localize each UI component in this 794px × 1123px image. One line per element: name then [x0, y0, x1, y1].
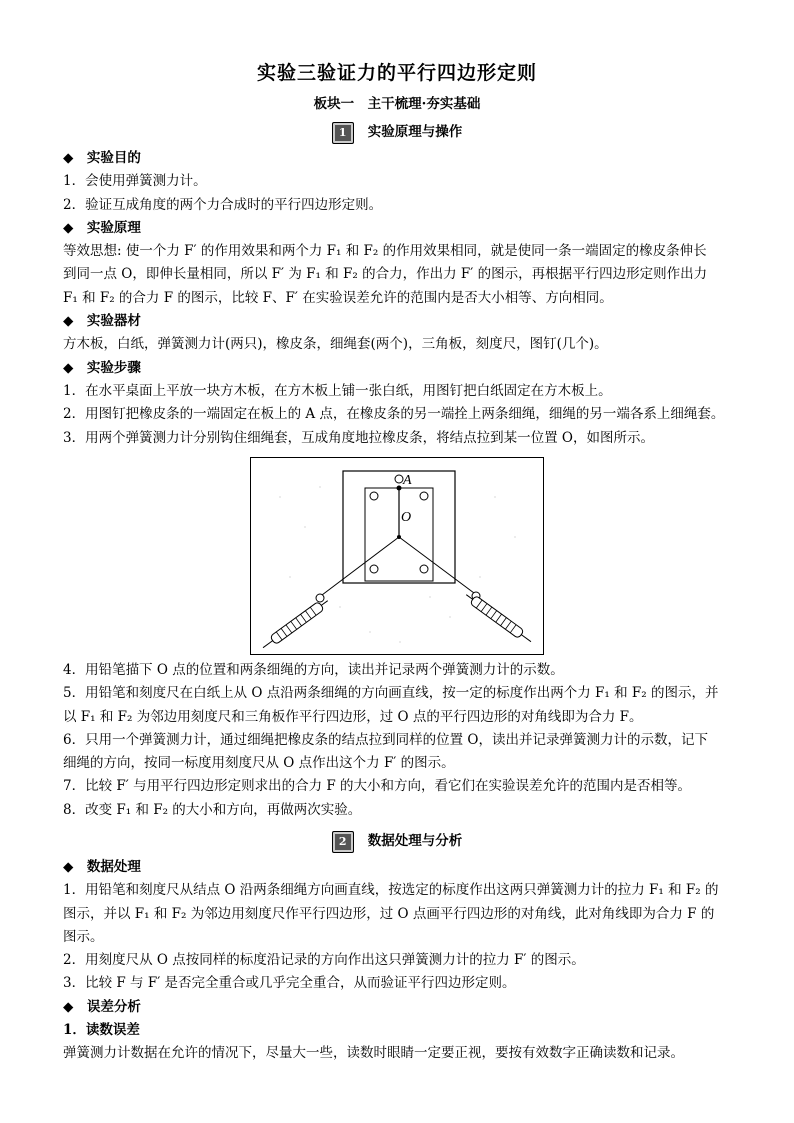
text-line: F₁ 和 F₂ 的合力 F 的图示，比较 F、F′ 在实验误差允许的范围内是否大小相等、方向相同。 — [63, 289, 613, 306]
text-line: 以 F₁ 和 F₂ 为邻边用刻度尺和三角板作平行四边形，过 O 点的平行四边形的对角线即为合力 F。 — [63, 708, 643, 725]
text-line: 等效思想: 使一个力 F′ 的作用效果和两个力 F₁ 和 F₂ 的作用效果相同，就是使同一条一端固定的橡皮条伸长 — [63, 243, 707, 260]
text-line: 弹簧测力计数据在允许的情况下，尽量大一些，读数时眼睛一定要正视，要按有效数字正确读数和记录。 — [63, 1045, 684, 1062]
pin-icon — [420, 492, 428, 500]
text-line: 1．用铅笔和刻度尺从结点 O 沿两条细绳方向画直线，按选定的标度作出这两只弹簧测力计的拉力 F₁ 和 F₂ 的 — [63, 882, 719, 899]
text-line: 3．用两个弹簧测力计分别钩住细绳套，互成角度地拉橡皮条，将结点拉到某一位置 O，如图所示。 — [63, 429, 654, 446]
section-number-badge: 1 — [332, 122, 354, 144]
text-line: 2．验证互成角度的两个力合成时的平行四边形定则。 — [63, 196, 383, 213]
text-line: 方木板，白纸，弹簧测力计(两只)，橡皮条，细绳套(两个)，三角板，刻度尺，图钉(几个)。 — [63, 336, 608, 353]
section-heading-2 — [0, 829, 794, 853]
text-line: 图示。 — [63, 928, 104, 945]
page-subtitle: 板块一 主干梳理·夯实基础 — [313, 96, 481, 112]
pin-icon — [420, 565, 428, 573]
text-line: 8．改变 F₁ 和 F₂ 的大小和方向，再做两次实验。 — [63, 801, 362, 818]
section-number-badge: 2 — [332, 831, 354, 853]
section-subheading: ◆ 实验原理 — [63, 219, 141, 236]
section-heading-1 — [0, 120, 794, 144]
text-line: 1．会使用弹簧测力计。 — [63, 173, 207, 190]
section-heading-label: 数据处理与分析 — [367, 833, 463, 849]
text-line: 2．用刻度尺从 O 点按同样的标度沿记录的方向作出这只弹簧测力计的拉力 F′ 的图示。 — [63, 952, 585, 969]
text-block-steps — [63, 659, 735, 822]
text-line: 1．在水平桌面上平放一块方木板，在方木板上铺一张白纸，用图钉把白纸固定在方木板上。 — [63, 382, 612, 399]
text-line: 5．用铅笔和刻度尺在白纸上从 O 点沿两条细绳的方向画直线，按一定的标度作出两个力 F₁ 和 F₂ 的图示，并 — [63, 685, 719, 702]
section-subheading: ◆ 数据处理 — [63, 859, 141, 875]
label-o: O — [401, 510, 412, 525]
section-subheading: ◆ 实验器材 — [63, 313, 141, 330]
section-subheading: 1．读数误差 — [63, 1022, 140, 1039]
page-title: 实验三验证力的平行四边形定则 — [256, 62, 537, 84]
text-line: 4．用铅笔描下 O 点的位置和两条细绳的方向，读出并记录两个弹簧测力计的示数。 — [63, 662, 564, 678]
section-subheading: ◆ 实验步骤 — [63, 359, 141, 376]
section-subheading: ◆ 实验目的 — [63, 150, 141, 166]
text-line: 3．比较 F 与 F′ 是否完全重合或几乎完全重合，从而验证平行四边形定则。 — [63, 975, 516, 992]
experiment-diagram — [250, 457, 544, 655]
text-line: 细绳的方向，按同一标度用刻度尺从 O 点作出这个力 F′ 的图示。 — [63, 755, 455, 772]
label-a: A — [403, 473, 412, 488]
pin-icon — [370, 492, 378, 500]
text-block-principle — [63, 147, 735, 450]
section-heading-label: 实验原理与操作 — [367, 124, 463, 140]
text-line: 6．只用一个弹簧测力计，通过细绳把橡皮条的结点拉到同样的位置 O，读出并记录弹簧测力计的示数，记下 — [63, 731, 708, 748]
section-subheading: ◆ 误差分析 — [63, 998, 141, 1015]
text-line: 7．比较 F′ 与用平行四边形定则求出的合力 F 的大小和方向，看它们在实验误差允许的范围内是否相等。 — [63, 778, 692, 795]
text-block-analysis — [63, 856, 735, 1066]
text-line: 图示，并以 F₁ 和 F₂ 为邻边用刻度尺作平行四边形，过 O 点画平行四边形的对角线，此对角线即为合力 F 的 — [63, 905, 715, 922]
pin-icon — [370, 565, 378, 573]
pin-icon — [395, 475, 403, 483]
experiment-figure — [250, 457, 544, 655]
text-line: 到同一点 O，即伸长量相同，所以 F′ 为 F₁ 和 F₂ 的合力，作出力 F′ 的图示，再根据平行四边形定则作出力 — [63, 266, 708, 283]
text-line: 2．用图钉把橡皮条的一端固定在板上的 A 点，在橡皮条的另一端拴上两条细绳，细绳的另一端各系上细绳套。 — [63, 406, 725, 423]
